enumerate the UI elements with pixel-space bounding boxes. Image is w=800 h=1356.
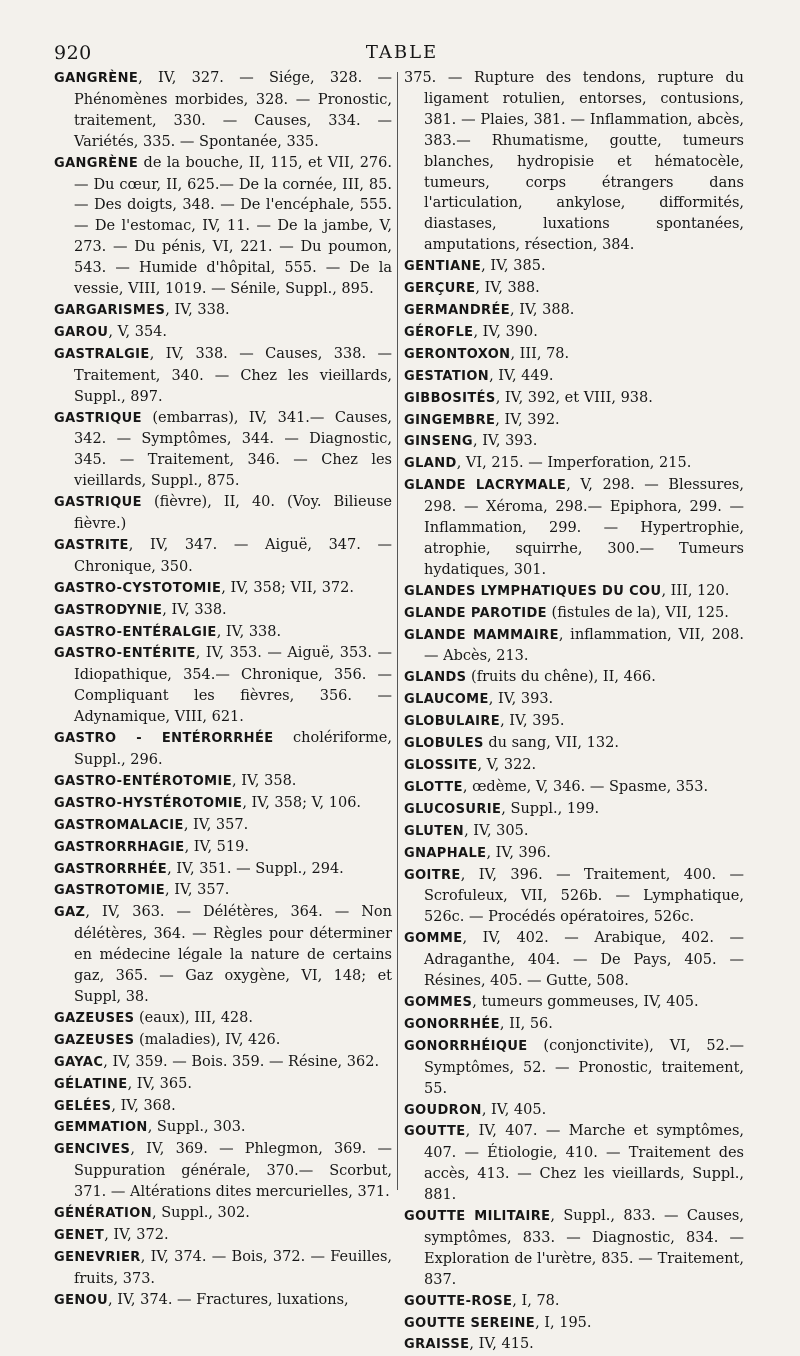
entry-references: , V, 322. [477, 757, 537, 773]
entry-headword: GONORRHÉIQUE [404, 1038, 528, 1054]
entry-headword: GASTRO-ENTÉROTOMIE [54, 773, 233, 789]
entry-headword: GLOTTE [404, 779, 463, 795]
entry-references: (maladies), IV, 426. [134, 1031, 281, 1048]
entry-references: , V, 354. [108, 323, 168, 340]
index-entry [54, 902, 397, 1008]
entry-headword: GONORRHÉE [404, 1016, 500, 1032]
entry-references: , IV, 327. — Siége, 328. — Phénomènes morbides, 328. — Pronostic, traitement, 330. — Causes, 334. — Variétés, 335. — Spontanée, 335. [74, 70, 397, 150]
entry-references: , œdème, V, 346. — Spasme, 353. [462, 778, 709, 795]
entry-headword: GENEVRIER [54, 1249, 141, 1265]
entry-headword: GOMMES [404, 994, 473, 1010]
entry-headword: GASTRODYNIE [54, 602, 163, 618]
index-entry [54, 793, 392, 815]
entry-references: , IV, 372. [104, 1226, 169, 1243]
entry-references: , IV, 393. [472, 433, 538, 450]
entry-references: , IV, 351. — Suppl., 294. [167, 860, 344, 877]
index-entry [54, 1052, 392, 1074]
entry-references: , IV, 388. [475, 280, 540, 297]
index-entry [404, 799, 744, 821]
entry-references: , IV, 369. — Phlegmon, 369. — Suppuration générale, 370.— Scorbut, 371. — Altérations dites mercurielles, 371. [74, 1141, 397, 1201]
index-entry [404, 928, 749, 992]
entry-references: , IV, 359. — Bois. 359. — Résine, 362. [103, 1053, 380, 1070]
index-entry [404, 1313, 744, 1335]
entry-references: , III, 78. [510, 345, 570, 362]
entry-headword: GLOBULAIRE [404, 714, 501, 730]
index-entry [404, 300, 744, 322]
entry-headword: GENOU [54, 1292, 109, 1308]
entry-references: , IV, 338. — Causes, 338. — Traitement, 340. — Chez les vieillards, Suppl., 897. [74, 345, 397, 405]
entry-headword: GOUTTE [404, 1124, 466, 1140]
entry-references: , IV, 363. — Délétères, 364. — Non délétères, 364. — Règles pour déterminer en médecine légale la nature de certains gaz, 365. — Gaz oxygène, VI, 148; et Suppl, 38. [74, 904, 397, 1005]
entry-headword: GENCIVES [54, 1142, 131, 1158]
index-entry [404, 1100, 744, 1122]
entry-references: , IV, 405. [481, 1101, 547, 1118]
entry-references: , IV, 357. [165, 882, 230, 899]
entry-headword: GASTRO - ENTÉRORRHÉE [54, 731, 274, 747]
entry-headword: GNAPHALE [404, 845, 487, 861]
entry-references: , IV, 374. — Bois, 372. — Feuilles, fruits, 373. [74, 1248, 397, 1287]
index-entry [54, 322, 392, 344]
index-entry [54, 1096, 392, 1118]
index-entry [54, 622, 392, 644]
entry-headword: GLAND [404, 456, 457, 472]
entry-headword: GASTRITE [54, 537, 129, 553]
index-entry [404, 1121, 749, 1206]
entry-headword: GERÇURE [404, 281, 476, 297]
index-entry [404, 733, 744, 755]
entry-headword: GASTRO-HYSTÉROTOMIE [54, 795, 243, 811]
page-number: 920 [54, 42, 92, 64]
entry-headword: GÉNÉRATION [54, 1206, 153, 1222]
entry-headword: GASTRIQUE [54, 495, 142, 511]
entry-references: de la bouche, II, 115, et VII, 276. — Du cœur, II, 625.— De la cornée, III, 85. — Des doigts, 348. — De l'encéphale, 555. — De l'estomac, IV, 11. — De la jambe, V, 273. — Du pénis, VI, 221. — Du poumon, 543. — Humide d'hôpital, 555. — De la vessie, VIII, 1019. — Sénile, Suppl., 895. [74, 154, 397, 298]
index-entry [404, 344, 744, 366]
entry-references: , IV, 358; VII, 372. [221, 579, 354, 596]
index-entry [404, 453, 744, 475]
index-entry [54, 837, 392, 859]
entry-references: (embarras), IV, 341.— Causes, 342. — Symptômes, 344. — Diagnostic, 345. — Traitement, 346. — Chez les vieillards, Suppl., 875. [74, 409, 397, 490]
entry-references: , IV, 392, et VIII, 938. [495, 389, 653, 406]
entry-references: , IV, 353. — Aiguë, 353. — Idiopathique, 354.— Chronique, 356. — Compliquant les fièvres, 356. — Adynamique, VIII, 621. [74, 645, 397, 726]
index-entry [54, 643, 397, 728]
index-entry [54, 344, 397, 408]
entry-references: , IV, 392. [495, 411, 560, 428]
entry-references: , IV, 396. — Traitement, 400. — Scrofuleux, VII, 526b. — Lymphatique, 526c. — Procédés opératoires, 526c. [424, 866, 749, 926]
entry-headword: GENTIANE [404, 259, 482, 275]
entry-headword: GOUDRON [404, 1102, 482, 1118]
index-entry [54, 880, 392, 902]
index-entry [54, 1247, 397, 1290]
index-entry [54, 492, 397, 535]
entry-references: (fruits du chêne), II, 466. [466, 669, 656, 686]
entry-references: , IV, 365. [127, 1075, 192, 1092]
entry-headword: GASTRORRHAGIE [54, 839, 185, 855]
index-entry [404, 603, 744, 625]
entry-references: , IV, 338. [165, 301, 230, 318]
entry-references: , IV, 396. [486, 844, 551, 861]
index-entry [54, 771, 392, 793]
index-entry [404, 581, 744, 603]
index-entry [404, 475, 749, 581]
entry-references: , Suppl., 833. — Causes, symptômes, 833. — Diagnostic, 834. — Exploration de l'urètre, 835. — Traitement, 837. [424, 1208, 749, 1288]
entry-references: , IV, 395. [500, 713, 565, 730]
entry-references: , IV, 415. [469, 1336, 534, 1353]
index-entry [404, 1334, 744, 1356]
entry-references: , II, 56. [499, 1015, 553, 1032]
entry-headword: GOUTTE MILITAIRE [404, 1209, 551, 1225]
entry-headword: GÉLATINE [54, 1076, 128, 1092]
entry-headword: GAROU [54, 324, 109, 340]
index-entry [404, 278, 744, 300]
entry-headword: GLOBULES [404, 736, 484, 752]
entry-headword: GOMME [404, 931, 463, 947]
entry-headword: GASTRORRHÉE [54, 861, 168, 877]
index-entry [54, 1139, 397, 1203]
entry-references: , I, 195. [535, 1314, 592, 1331]
entry-headword: GLANDE LACRYMALE [404, 478, 567, 494]
entry-headword: GERONTOXON [404, 346, 511, 362]
index-entry [54, 728, 397, 771]
entry-references: , IV, 393. [488, 691, 554, 708]
index-entry [404, 865, 749, 929]
entry-references: , IV, 368. [111, 1097, 176, 1114]
entry-headword: GLAUCOME [404, 692, 489, 708]
entry-headword: GASTRO-ENTÉRALGIE [54, 624, 217, 640]
entry-references: , Suppl., 302. [152, 1205, 250, 1222]
index-entry [404, 388, 744, 410]
page-header [54, 38, 750, 68]
entry-references: , VI, 215. — Imperforation, 215. [456, 455, 692, 472]
entry-headword: GASTROTOMIE [54, 883, 165, 899]
index-entry [54, 859, 392, 881]
index-entry [404, 777, 744, 799]
entry-headword: GLANDS [404, 670, 467, 686]
entry-headword: GINGEMBRE [404, 412, 496, 428]
entry-references: , V, 298. — Blessures, 298. — Xéroma, 298.— Epiphora, 299. — Inflammation, 299. — Hypertrophie, atrophie, squirrhe, 300.— Tumeurs hydatiques, 301. [424, 477, 749, 578]
index-entry [404, 711, 744, 733]
index-entry [54, 153, 397, 300]
entry-references: , IV, 385. [481, 258, 546, 275]
entry-references: , IV, 407. — Marche et symptômes, 407. — Étiologie, 410. — Traitement des accès, 413. — Chez les vieillards, Suppl., 881. [424, 1123, 749, 1204]
entry-headword: GANGRÈNE [54, 71, 139, 86]
entry-headword: GEMMATION [54, 1120, 148, 1136]
index-entry [54, 1008, 392, 1030]
entry-references: , Suppl., 199. [501, 800, 600, 817]
index-entry [54, 815, 392, 837]
index-entry [54, 578, 392, 600]
index-entry [404, 68, 749, 256]
entry-headword: GLOSSITE [404, 758, 478, 773]
entry-references: (eaux), III, 428. [134, 1009, 253, 1026]
entry-references: (conjonctivite), VI, 52.— Symptômes, 52. — Pronostic, traitement, 55. [424, 1037, 749, 1097]
index-entry [404, 755, 744, 777]
entry-headword: GLUTEN [404, 823, 465, 839]
entry-headword: GAZ [54, 905, 86, 921]
index-entry [404, 667, 744, 689]
entry-headword: GINSENG [404, 434, 473, 450]
entry-references: 375. — Rupture des tendons, rupture du ligament rotulien, entorses, contusions, 381. — Plaies, 381. — Inflammation, abcès, 383.— Rhumatisme, goutte, tumeurs blanches, hydropisie et hématocèle, tumeurs, corps étrangers dans l'articulation, ankylose, difformités, diastases, luxations spontanées, amputations, résection, 384. [404, 70, 749, 254]
index-entry [54, 68, 397, 153]
index-entry [404, 322, 744, 344]
index-entry [404, 689, 744, 711]
entry-references: , IV, 338. [162, 601, 227, 618]
entry-references: , IV, 519. [184, 838, 249, 855]
index-entry [404, 256, 744, 278]
entry-references: , Suppl., 303. [147, 1119, 246, 1136]
right-column [404, 68, 749, 1356]
entry-references: , IV, 305. [464, 822, 529, 839]
index-entry [404, 1014, 744, 1036]
entry-headword: GESTATION [404, 368, 490, 384]
entry-headword: GASTROMALACIE [54, 817, 184, 833]
entry-references: , IV, 357. [183, 816, 249, 833]
entry-references: , I, 78. [512, 1292, 560, 1309]
entry-headword: GLANDE MAMMAIRE [404, 627, 559, 643]
entry-references: , IV, 358; V, 106. [242, 794, 362, 811]
entry-references: , IV, 449. [489, 367, 554, 384]
entry-headword: GÉROFLE [404, 324, 474, 340]
index-entry [54, 1030, 392, 1052]
entry-headword: GELÉES [54, 1098, 112, 1114]
entry-headword: GASTRO-ENTÉRITE [54, 646, 196, 662]
entry-references: du sang, VII, 132. [483, 735, 619, 752]
entry-references: , IV, 402. — Arabique, 402. — Adraganthe, 404. — De Pays, 405. — Résines, 405. — Gutte, 508. [424, 930, 749, 990]
index-entry [54, 1203, 392, 1225]
entry-headword: GIBBOSITÉS [404, 390, 496, 406]
entry-headword: GLUCOSURIE [404, 801, 502, 817]
entry-references: , inflammation, VII, 208. — Abcès, 213. [424, 626, 749, 665]
entry-headword: GOUTTE-ROSE [404, 1293, 513, 1309]
entry-references: , IV, 347. — Aiguë, 347. — Chronique, 350. [74, 536, 397, 575]
index-entry [404, 410, 744, 432]
index-entry [404, 625, 749, 668]
entry-headword: GLANDES LYMPHATIQUES DU COU [404, 583, 662, 599]
entry-references: , IV, 388. [510, 301, 575, 318]
entry-references: cholériforme, Suppl., 296. [74, 730, 397, 768]
index-entry [54, 535, 397, 578]
index-entry [54, 1074, 392, 1096]
index-entry [404, 1206, 749, 1291]
entry-headword: GAYAC [54, 1054, 104, 1070]
entry-headword: GASTRALGIE [54, 346, 150, 362]
index-entry [404, 821, 744, 843]
index-entry [54, 300, 392, 322]
index-entry [404, 843, 744, 865]
entry-headword: GOUTTE SEREINE [404, 1315, 536, 1331]
index-entry [404, 992, 744, 1014]
index-entry [404, 1036, 749, 1100]
entry-headword: GERMANDRÉE [404, 302, 511, 318]
entry-references: , IV, 374. — Fractures, luxations, [108, 1291, 349, 1308]
index-entry [54, 600, 392, 622]
entry-headword: GOITRE [404, 867, 461, 883]
entry-references: , III, 120. [661, 582, 730, 599]
index-entry [404, 431, 744, 453]
entry-headword: GRAISSE [404, 1337, 470, 1353]
running-title: TABLE [365, 42, 439, 63]
entry-headword: GARGARISMES [54, 302, 166, 318]
left-column [54, 68, 397, 1312]
index-entry [404, 1291, 744, 1313]
column-divider [397, 72, 398, 1190]
entry-headword: GENET [54, 1227, 105, 1243]
entry-references: (fistules de la), VII, 125. [546, 604, 729, 621]
entry-headword: GASTRIQUE [54, 410, 142, 426]
entry-headword: GLANDE PAROTIDE [404, 605, 547, 621]
entry-references: , IV, 338. [216, 623, 282, 640]
index-entry [54, 408, 397, 493]
entry-headword: GASTRO-CYSTOTOMIE [54, 580, 222, 596]
entry-references: , IV, 390. [473, 323, 538, 340]
index-entry [54, 1117, 392, 1139]
entry-headword: GANGRÈNE [54, 155, 139, 171]
entry-references: (fièvre), II, 40. (Voy. Bilieuse fièvre.) [74, 494, 397, 533]
entry-headword: GAZEUSES [54, 1032, 135, 1048]
index-entry [404, 366, 744, 388]
index-entry [54, 1225, 392, 1247]
entry-references: , tumeurs gommeuses, IV, 405. [472, 993, 699, 1010]
index-entry [54, 1290, 392, 1312]
entry-headword: GAZEUSES [54, 1010, 135, 1026]
entry-references: , IV, 358. [232, 772, 297, 789]
